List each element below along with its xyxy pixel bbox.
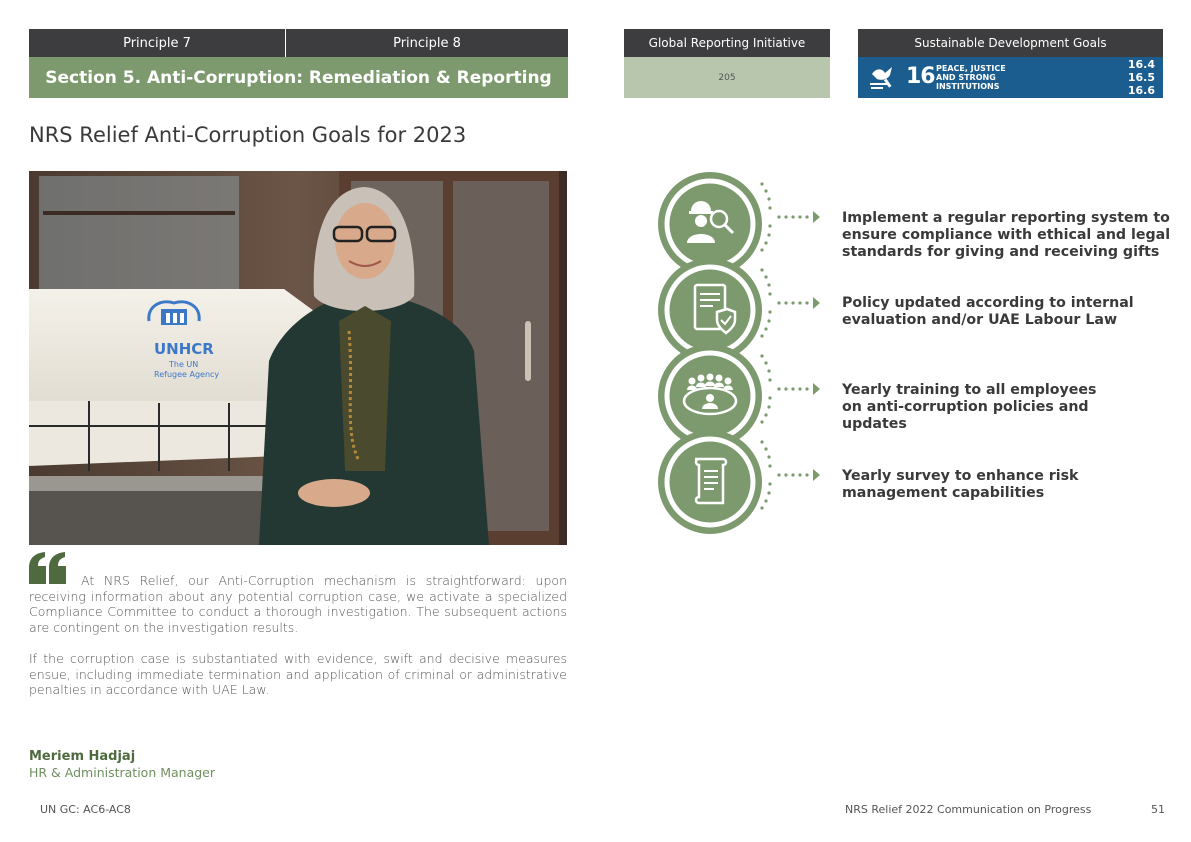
page-number: 51	[1151, 803, 1165, 816]
page-title: NRS Relief Anti-Corruption Goals for 2023	[29, 123, 467, 147]
goal-3-text: Yearly training to all employees on anti-corruption policies and updates	[842, 382, 1097, 432]
footer-reference: UN GC: AC6-AC8	[40, 803, 131, 816]
svg-text:The UN: The UN	[169, 360, 199, 369]
gri-header: Global Reporting Initiative	[624, 29, 830, 57]
sdg-targets: 16.4 16.5 16.6	[1127, 58, 1155, 97]
sdg-number: 16	[906, 64, 935, 89]
person-name: Meriem Hadjaj	[29, 749, 136, 764]
gri-value: 205	[624, 57, 830, 98]
quote-paragraph-1: At NRS Relief, our Anti-Corruption mechanism is straightforward: upon receiving information about any potential corruption case, we activate a specialized Compliance Committee to conduct a thorough investigation. The subsequent actions are contingent on the investigation results.	[29, 573, 567, 636]
svg-text:UNHCR: UNHCR	[154, 340, 214, 358]
svg-text:Refugee Agency: Refugee Agency	[154, 370, 220, 379]
footer-document-title: NRS Relief 2022 Communication on Progress	[845, 803, 1092, 816]
sdg-16-badge	[858, 57, 1163, 98]
principle-8-header: Principle 8	[286, 29, 568, 57]
goal-1-text: Implement a regular reporting system to ensure compliance with ethical and legal standards for giving and receiving gifts	[842, 210, 1171, 260]
principle-7-header: Principle 7	[29, 29, 285, 57]
dove-gavel-icon	[868, 64, 898, 92]
person-role: HR & Administration Manager	[29, 765, 216, 780]
sdg-name: PEACE, JUSTICE AND STRONG INSTITUTIONS	[936, 64, 1006, 91]
sdg-header: Sustainable Development Goals	[858, 29, 1163, 57]
goal-4-text: Yearly survey to enhance risk management capabilities	[842, 468, 1079, 501]
quote-paragraph-2: If the corruption case is substantiated with evidence, swift and decisive measures ensue, including immediate termination and application of criminal or administrative penalties in accordance with UAE Law.	[29, 651, 567, 698]
manager-photo	[29, 171, 567, 545]
goal-2-text: Policy updated according to internal evaluation and/or UAE Labour Law	[842, 295, 1134, 328]
survey-scroll-icon	[657, 429, 763, 535]
section-title: Section 5. Anti-Corruption: Remediation & Reporting	[29, 57, 568, 98]
